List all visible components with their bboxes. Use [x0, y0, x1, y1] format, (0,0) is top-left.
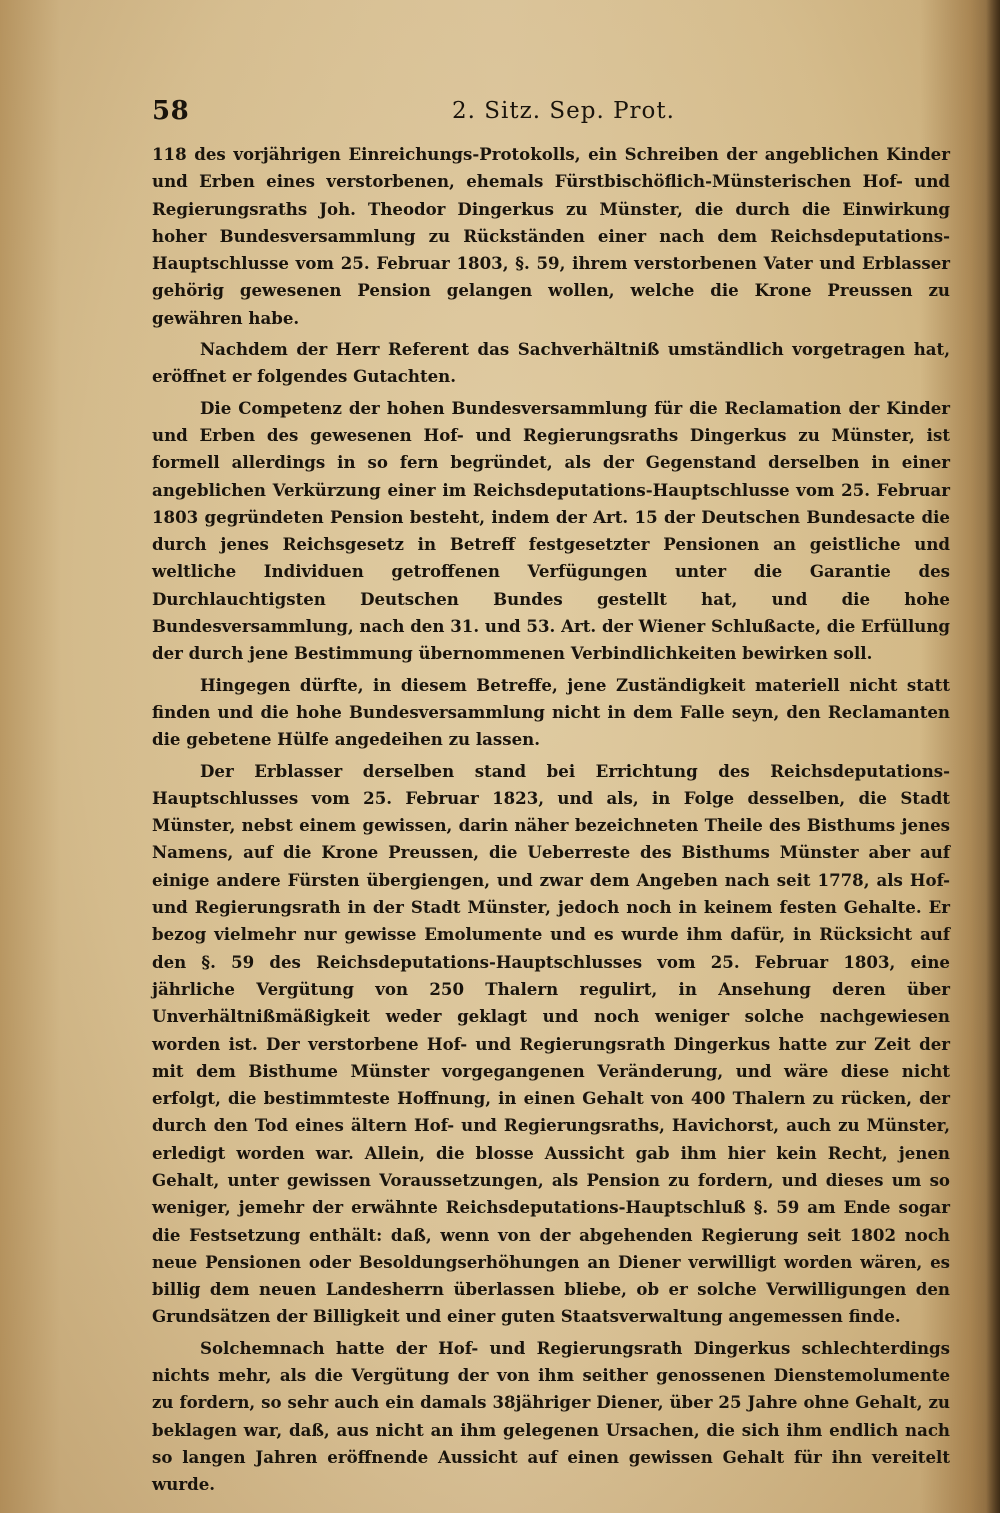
paragraph-conclusion: Solchemnach hatte der Hof- und Regierungsrath Dingerkus schlechterdings nichts mehr, als die Vergütung der von ihm seither genossenen Dienstemolumente zu fordern, so sehr auch ein damals 38jähriger Diener, über 25 Jahre ohne Gehalt, zu beklagen war, daß, aus nicht an ihm gelegenen Ursachen, die sich ihm endlich nach so langen Jahren eröffnende Aussicht auf einen gewissen Gehalt für ihn vereitelt wurde.	[152, 1337, 950, 1495]
paragraph-testator: Der Erblasser derselben stand bei Errichtung des Reichsdeputations-Hauptschlusses vom 25. Februar 1823, und als, in Folge desselben, die Stadt Münster, nebst einem gewissen, darin näher bezeichneten Theile des Bisthums jenes Namens, auf die Krone Preussen, die Ueberreste des Bisthums Münster aber auf einige andere Fürsten übergiengen, und zwar dem Angeben nach seit 1778, als Hof- und Regierungsrath in der Stadt Münster, jedoch noch in keinem festen Gehalte. Er bezog vielmehr nur gewisse Emolumente und es wurde ihm dafür, in Rücksicht auf den §. 59 des Reichsdeputations-Hauptschlusses vom 25. Februar 1803, eine jährliche Vergütung von 250 Thalern regulirt, in Ansehung deren über Unverhältnißmäßigkeit weder geklagt und noch weniger solche nachgewiesen worden ist. Der verstorbene Hof- und Regierungsrath Dingerkus hatte zur Zeit der mit dem Bisthume Münster vorgegangenen Veränderung, und wäre diese nicht erfolgt, die bestimmteste Hoffnung, in einen Gehalt von 400 Thalern zu rücken, der durch den Tod eines ältern Hof- und Regierungsraths, Havichorst, auch zu Münster, erledigt worden war. Allein, die blosse Aussicht gab ihm hier kein Recht, jenen Gehalt, unter gewissen Voraussetzungen, als Pension zu fordern, und dieses um so weniger, jemehr der erwähnte Reichsdeputations-Hauptschluß §. 59 am Ende sogar die Festsetzung enthält: daß, wenn von der abgehenden Regierung seit 1802 noch neue Pensionen oder Besoldungserhöhungen an Diener verwilligt worden wären, es billig dem neuen Landesherrn überlassen bliebe, ob er solche Verwilligungen den Grundsätzen der Billigkeit und einer guten Staatsverwaltung angemessen finde.	[152, 760, 950, 1327]
paragraph-competence: Die Competenz der hohen Bundesversammlung für die Reclamation der Kinder und Erben des gewesenen Hof- und Regierungsraths Dingerkus zu Münster, ist formell allerdings in so fern begründet, als der Gegenstand derselben in einer angeblichen Verkürzung einer im Reichsdeputations-Hauptschlusse vom 25. Februar 1803 gegründeten Pension besteht, indem der Art. 15 der Deutschen Bundesacte die durch jenes Reichsgesetz in Betreff festgesetzter Pensionen an geistliche und weltliche Individuen getroffenen Verfügungen unter die Garantie des Durchlauchtigsten Deutschen Bundes gestellt hat, und die hohe Bundesversammlung, nach den 31. und 53. Art. der Wiener Schlußacte, die Erfüllung der durch jene Bestimmung übernommenen Verbindlichkeiten bewirken soll.	[152, 397, 950, 664]
running-head: 2. Sitz. Sep. Prot.	[452, 98, 675, 124]
body-text	[152, 141, 950, 1503]
book-spine-shadow	[986, 0, 1000, 1513]
page-number: 58	[152, 96, 190, 126]
page-header	[152, 96, 952, 132]
paragraph-continuation: 118 des vorjährigen Einreichungs-Protokolls, ein Schreiben der angeblichen Kinder und Erben eines verstorbenen, ehemals Fürstbischöflich-Münsterischen Hof- und Regierungsraths Joh. Theodor Dingerkus zu Münster, die durch die Einwirkung hoher Bundesversammlung zu Rückständen einer nach dem Reichsdeputations-Hauptschlusse vom 25. Februar 1803, §. 59, ihrem verstorbenen Vater und Erblasser gehörig gewesenen Pension gelangen wollen, welche die Krone Preussen zu gewähren habe.	[152, 144, 950, 328]
paragraph-referent-intro: Nachdem der Herr Referent das Sachverhältniß umständlich vorgetragen hat, eröffnet er folgendes Gutachten.	[152, 339, 950, 387]
paragraph-however: Hingegen dürfte, in diesem Betreffe, jene Zuständigkeit materiell nicht statt finden und die hohe Bundesversammlung nicht in dem Falle seyn, den Reclamanten die gebetene Hülfe angedeihen zu lassen.	[152, 674, 950, 750]
